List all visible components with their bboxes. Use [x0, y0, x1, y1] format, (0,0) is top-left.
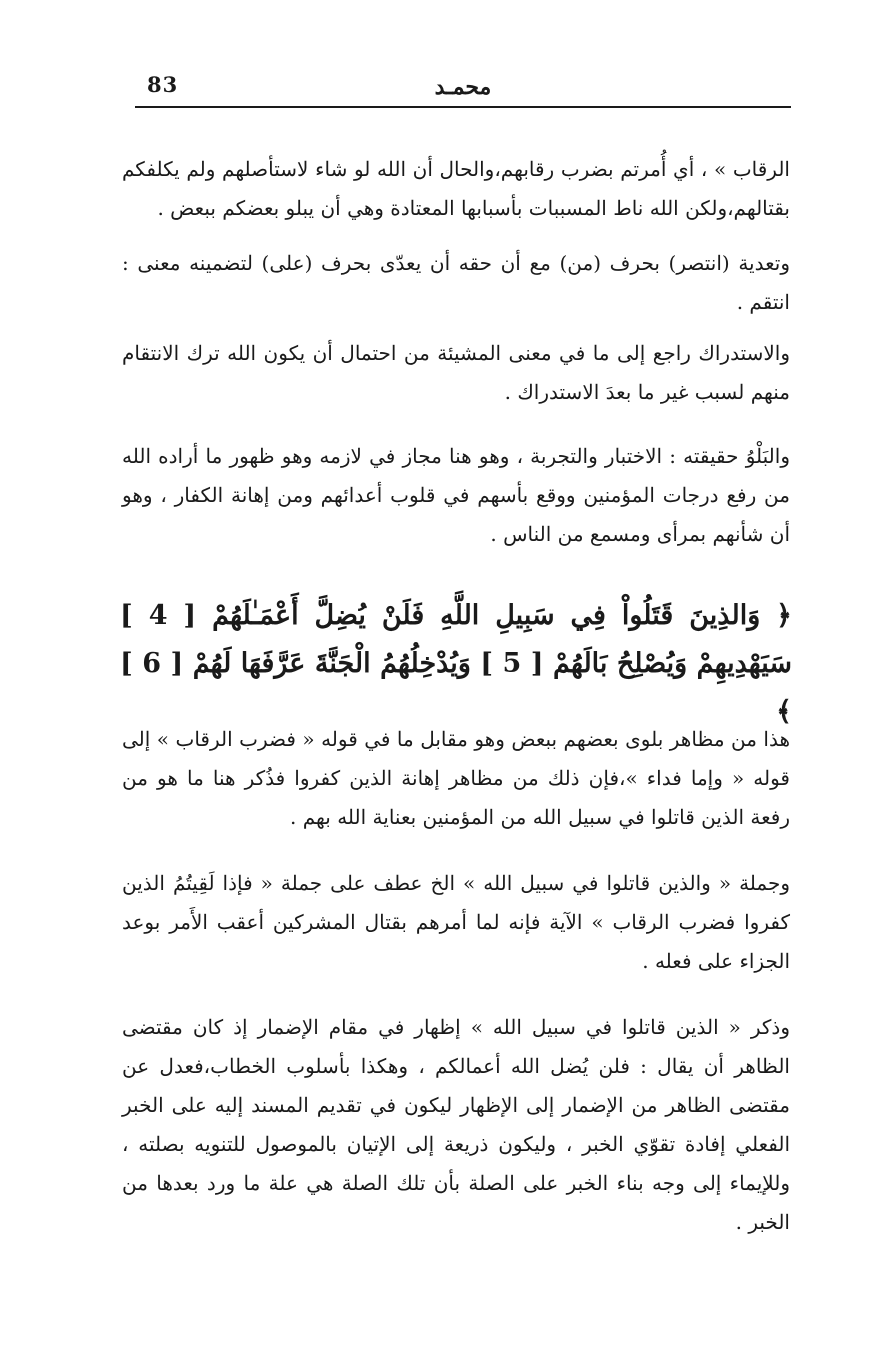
quran-verse: ﴿ وَالذِينَ قَتَلُواْ فِي سَبِيلِ اللَّهِ فَلَنْ يُضِلَّ أَعْمَـٰلَهُمْ [ 4 ] سَيَهْدِيهِمْ وَيُصْلِحُ بَالَهُمْ [ 5 ] وَيُدْخِلُهُمُ الْجَنَّةَ عَرَّفَهَا لَهُمْ [ 6 ] ﴾	[120, 600, 792, 727]
page-number: 83	[147, 72, 179, 97]
paragraph-2: وتعدية (انتصر) بحرف (من) مع أن حقه أن يعدّى بحرف (على) لتضمينه معنى : انتقم .	[122, 251, 790, 314]
page-header	[135, 58, 791, 98]
paragraph-7: وذكر « الذين قاتلوا في سبيل الله » إظهار في مقام الإضمار إذ كان مقتضى الظاهر أن يقال : فلن يُضل الله أعمالكم ، وهكذا بأسلوب الخطاب،فعدل عن مقتضى الظاهر من الإضمار إلى الإظهار ليكون في تقديم المسند إليه على الخبر الفعلي إفادة تقوّي الخبر ، وليكون ذريعة إلى الإتيان بالموصول للتنويه بصلته ، وللإيماء إلى وجه بناء الخبر على الصلة بأن تلك الصلة هي علة ما ورد بعدها من الخبر .	[122, 1015, 790, 1234]
paragraph-4: والبَلْوُ حقيقته : الاختبار والتجربة ، وهو هنا مجاز في لازمه وهو ظهور ما أراده الله من رفع درجات المؤمنين ووقع بأسهم في قلوب أعدائهم ومن إهانة الكفار ، وهو أن شأنهم بمرأى ومسمع من الناس .	[122, 444, 790, 546]
running-title: محمـد	[434, 74, 492, 100]
paragraph-3: والاستدراك راجع إلى ما في معنى المشيئة من احتمال أن يكون الله ترك الانتقام منهم لسبب غير ما بعدَ الاستدراك .	[122, 341, 790, 404]
paragraph-5: هذا من مظاهر بلوى بعضهم ببعض وهو مقابل ما في قوله « فضرب الرقاب » إلى قوله « وإما فداء »،فإن ذلك من مظاهر إهانة الذين كفروا فذُكر هنا ما هو من رفعة الذين قاتلوا في سبيل الله من المؤمنين بعناية الله بهم .	[122, 727, 790, 829]
paragraph-1: الرقاب » ، أي أُمرتم بضرب رقابهم،والحال أن الله لو شاء لاستأصلهم ولم يكلفكم بقتالهم،ولكن الله ناط المسببات بأسبابها المعتادة وهي أن يبلو بعضكم ببعض .	[122, 157, 790, 220]
paragraph-6: وجملة « والذين قاتلوا في سبيل الله » الخ عطف على جملة « فإذا لَقِيتُمُ الذين كفروا فضرب الرقاب » الآية فإنه لما أمرهم بقتال المشركين أعقب الأَمر بوعد الجزاء على فعله .	[122, 871, 790, 973]
header-divider	[135, 106, 791, 108]
